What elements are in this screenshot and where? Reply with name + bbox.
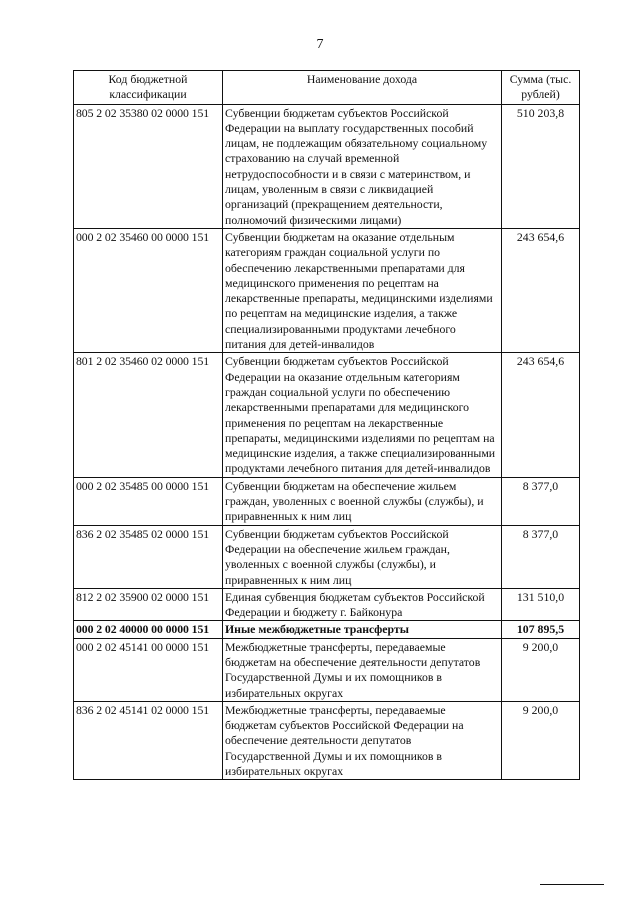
name-cell: Иные межбюджетные трансферты	[223, 621, 502, 638]
name-cell: Субвенции бюджетам субъектов Российской Федерации на оказание отдельным категориям граждан социальной услуги по обеспечению лекарственными препаратами для медицинского применения по рецептам на лекарственные препараты, медицинскими изделиями по рецептам на медицинские изделия, а также специализированными продуктами лечебного питания для детей-инвалидов	[223, 353, 502, 477]
sum-cell: 107 895,5	[502, 621, 580, 638]
table-row	[74, 228, 580, 352]
sum-cell: 8 377,0	[502, 477, 580, 525]
table-row	[74, 621, 580, 638]
code-cell: 000 2 02 35485 00 0000 151	[74, 477, 223, 525]
code-cell: 836 2 02 45141 02 0000 151	[74, 701, 223, 779]
code-cell: 801 2 02 35460 02 0000 151	[74, 353, 223, 477]
code-cell: 812 2 02 35900 02 0000 151	[74, 588, 223, 621]
sum-cell: 9 200,0	[502, 638, 580, 701]
table-row	[74, 525, 580, 588]
code-cell: 000 2 02 40000 00 0000 151	[74, 621, 223, 638]
table-row	[74, 477, 580, 525]
sum-cell: 243 654,6	[502, 353, 580, 477]
header-sum: Сумма (тыс. рублей)	[502, 71, 580, 105]
header-name: Наименование дохода	[223, 71, 502, 105]
name-cell: Субвенции бюджетам на оказание отдельным категориям граждан социальной услуги по обеспечению лекарственными препаратами для медицинского применения по рецептам на лекарственные препараты, медицинскими изделиями по рецептам на медицинские изделия, а также специализированными продуктами лечебного питания для детей-инвалидов	[223, 228, 502, 352]
sum-cell: 9 200,0	[502, 701, 580, 779]
table-row	[74, 701, 580, 779]
revenue-table	[73, 70, 580, 780]
table-row	[74, 638, 580, 701]
table-row	[74, 588, 580, 621]
code-cell: 805 2 02 35380 02 0000 151	[74, 104, 223, 228]
sum-cell: 131 510,0	[502, 588, 580, 621]
name-cell: Субвенции бюджетам на обеспечение жильем граждан, уволенных с военной службы (службы), и приравненных к ним лиц	[223, 477, 502, 525]
page-number: 7	[316, 37, 324, 52]
footer-rule	[540, 884, 604, 885]
table-row	[74, 353, 580, 477]
code-cell: 000 2 02 45141 00 0000 151	[74, 638, 223, 701]
table-body	[74, 104, 580, 780]
header-code: Код бюджетной классификации	[74, 71, 223, 105]
code-cell: 000 2 02 35460 00 0000 151	[74, 228, 223, 352]
name-cell: Межбюджетные трансферты, передаваемые бюджетам на обеспечение деятельности депутатов Государственной Думы и их помощников в избирательных округах	[223, 638, 502, 701]
name-cell: Субвенции бюджетам субъектов Российской Федерации на выплату государственных пособий лицам, не подлежащим обязательному социальному страхованию на случай временной нетрудоспособности и в связи с материнством, и лицам, уволенным в связи с ликвидацией организаций (прекращением деятельности, полномочий физическими лицами)	[223, 104, 502, 228]
sum-cell: 8 377,0	[502, 525, 580, 588]
table-row	[74, 104, 580, 228]
table-header-row	[74, 71, 580, 105]
name-cell: Субвенции бюджетам субъектов Российской Федерации на обеспечение жильем граждан, уволенных с военной службы (службы), и приравненных к ним лиц	[223, 525, 502, 588]
sum-cell: 243 654,6	[502, 228, 580, 352]
name-cell: Единая субвенция бюджетам субъектов Российской Федерации и бюджету г. Байконура	[223, 588, 502, 621]
name-cell: Межбюджетные трансферты, передаваемые бюджетам субъектов Российской Федерации на обеспечение деятельности депутатов Государственной Думы и их помощников в избирательных округах	[223, 701, 502, 779]
code-cell: 836 2 02 35485 02 0000 151	[74, 525, 223, 588]
sum-cell: 510 203,8	[502, 104, 580, 228]
